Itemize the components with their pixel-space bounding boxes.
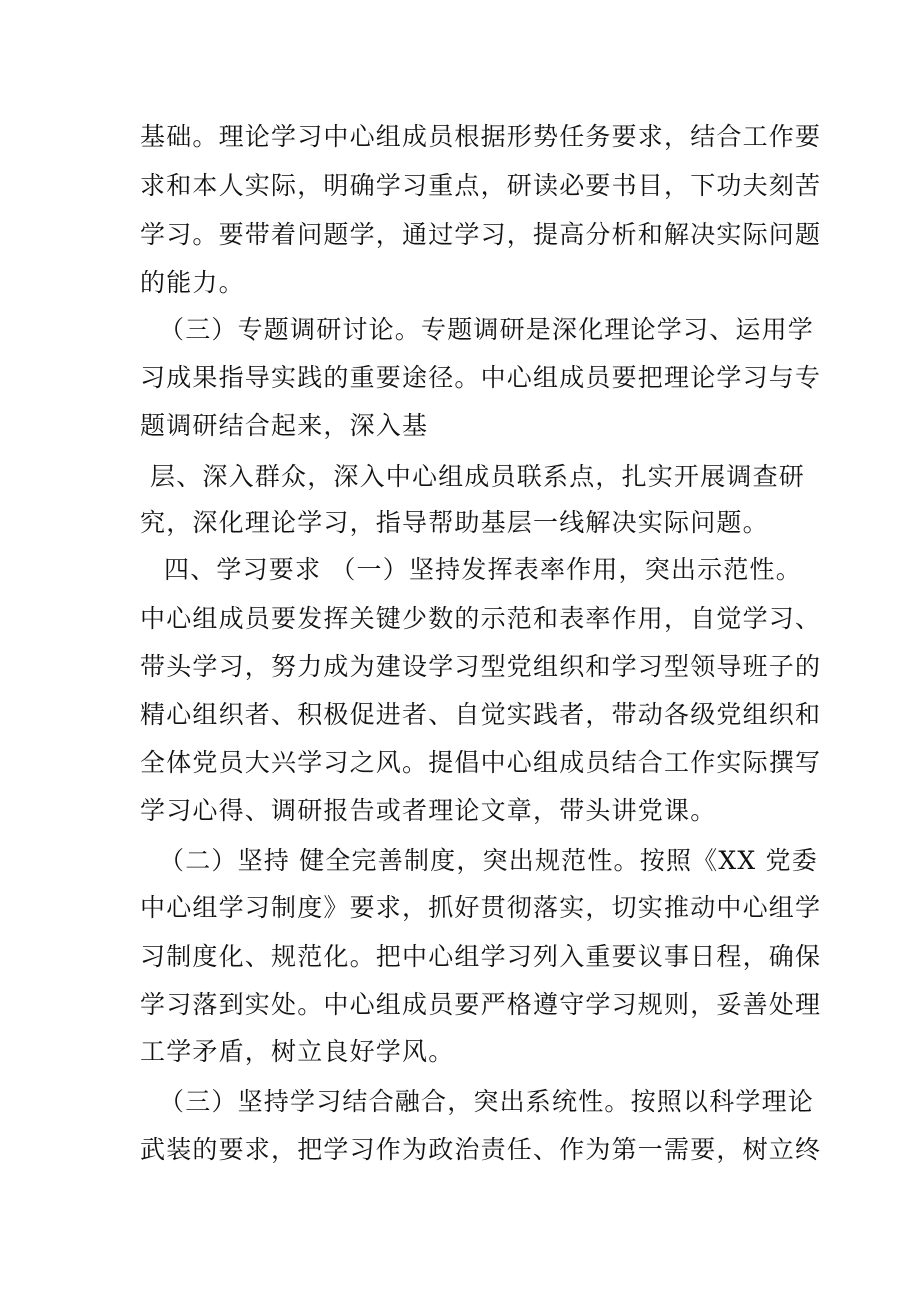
text-line-6: 习成果指导实践的重要途径。中心组成员要把理论学习与专	[140, 363, 822, 392]
text-line-9: 究，深化理论学习，指导帮助基层一线解决实际问题。	[140, 508, 769, 537]
text-line-8: 层、深入群众，深入中心组成员联系点，扎实开展调查研	[150, 462, 806, 491]
text-line-19: 学习落到实处。中心组成员要严格遵守学习规则，妥善处理	[140, 990, 822, 1019]
text-line-16: （二）坚持 健全完善制度，突出规范性。按照《XX 党委	[159, 846, 818, 875]
text-line-14: 全体党员大兴学习之风。提倡中心组成员结合工作实际撰写	[140, 748, 822, 777]
text-line-15: 学习心得、调研报告或者理论文章，带头讲党课。	[140, 796, 717, 825]
text-line-7: 题调研结合起来，深入基	[140, 411, 429, 440]
text-line-1: 基础。理论学习中心组成员根据形势任务要求，结合工作要	[140, 122, 822, 151]
text-line-2: 求和本人实际，明确学习重点，研读必要书目，下功夫刻苦	[140, 171, 822, 200]
text-line-20: 工学矛盾，树立良好学风。	[140, 1037, 455, 1066]
text-line-11: 中心组成员要发挥关键少数的示范和表率作用，自觉学习、	[140, 604, 822, 633]
text-line-12: 带头学习，努力成为建设学习型党组织和学习型领导班子的	[140, 652, 822, 681]
text-line-4: 的能力。	[140, 268, 245, 297]
text-line-22: 武装的要求，把学习作为政治责任、作为第一需要，树立终	[140, 1135, 822, 1164]
text-line-13: 精心组织者、积极促进者、自觉实践者，带动各级党组织和	[140, 700, 822, 729]
text-line-5: （三）专题调研讨论。专题调研是深化理论学习、运用学	[159, 315, 815, 344]
text-line-10: 四、学习要求 （一）坚持发挥表率作用，突出示范性。	[164, 555, 802, 584]
text-line-3: 学习。要带着问题学，通过学习，提高分析和解决实际问题	[140, 220, 822, 249]
text-line-18: 习制度化、规范化。把中心组学习列入重要议事日程，确保	[140, 942, 822, 971]
text-line-17: 中心组学习制度》要求，抓好贯彻落实，切实推动中心组学	[140, 893, 822, 922]
text-line-21: （三）坚持学习结合融合，突出系统性。按照以科学理论	[159, 1087, 815, 1116]
